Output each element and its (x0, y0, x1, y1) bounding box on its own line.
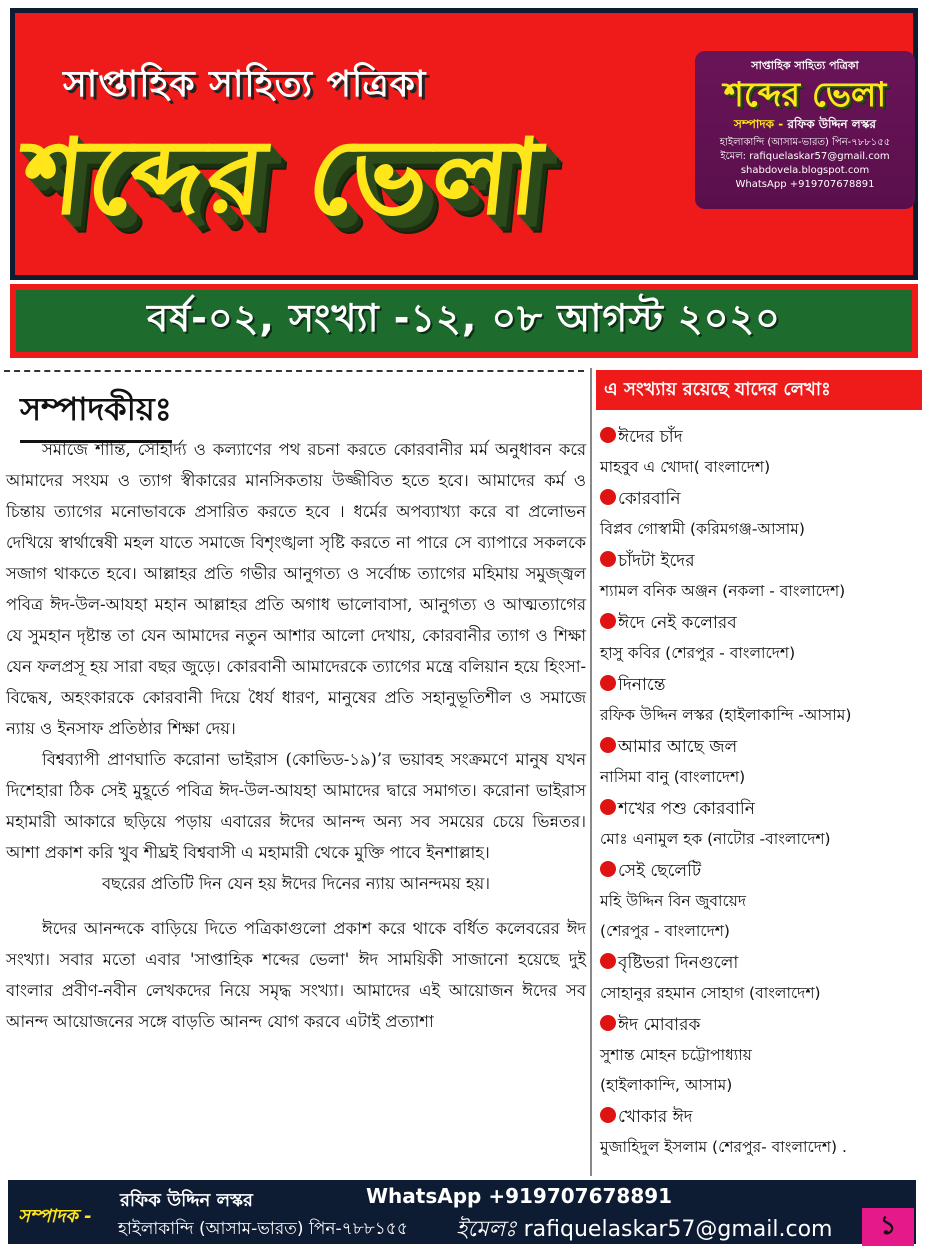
toc-entry (600, 608, 926, 668)
toc-title: কোরবানি (618, 489, 681, 509)
toc-entry (600, 546, 926, 606)
toc-title: চাঁদটা ইদের (618, 551, 695, 571)
toc-author: সোহানুর রহমান সোহাগ (বাংলাদেশ) (600, 984, 821, 1002)
toc-author: হাসু কবির (শেরপুর - বাংলাদেশ) (600, 644, 796, 662)
red-bullet-icon (600, 675, 616, 691)
footer-editor-name: রফিক উদ্দিন লস্কর (120, 1190, 253, 1211)
toc-author: রফিক উদ্দিন লস্কর (হাইলাকান্দি -আসাম) (600, 706, 852, 724)
toc-author-location: (হাইলাকান্দি, আসাম) (600, 1076, 733, 1094)
toc-title: ঈদে নেই কলোরব (618, 613, 737, 633)
toc-author: শ্যামল বনিক অঞ্জন (নকলা - বাংলাদেশ) (600, 582, 846, 600)
logo-email: ইমেল: rafiquelaskar57@gmail.com (720, 151, 890, 162)
toc-author: মোঃ এনামুল হক (নাটোর -বাংলাদেশ) (600, 830, 831, 848)
logo-address: হাইলাকান্দি (আসাম-ভারত) পিন-৭৮৮১৫৫ (719, 137, 891, 148)
toc-author: মহি উদ্দিন বিন জুবায়েদ (600, 892, 746, 910)
issue-info: বর্ষ-০২, সংখ্যা -১২, ০৮ আগস্ট ২০২০ (147, 296, 781, 340)
column-divider (590, 368, 592, 1176)
red-bullet-icon (600, 489, 616, 505)
logo-title: শব্দের ভেলা (723, 75, 887, 115)
footer-editor-label: সম্পাদক - (18, 1206, 92, 1227)
footer (8, 1180, 916, 1244)
logo-badge (695, 51, 915, 209)
editorial-paragraph: ঈদের আনন্দকে বাড়িয়ে দিতে পত্রিকাগুলো প্রকাশ করে থাকে বর্ধিত কলেবরের ঈদ সংখ্যা। সবার মতো এবার 'সাপ্তাহিক শব্দের ভেলা' ঈদ সাময়িকী সাজানো হয়েছে দুই বাংলার প্রবীণ-নবীন লেখকদের নিয়ে সমৃদ্ধ সংখ্যা। আমাদের এই আয়োজন ঈদের সব আনন্দ আয়োজনের সঙ্গে বাড়তি আনন্দ যোগ করবে এটাই প্রত্যাশা (6, 919, 586, 1031)
editorial-body (6, 434, 586, 1037)
toc-title: ঈদ মোবারক (618, 1015, 701, 1035)
toc-entry (600, 484, 926, 544)
footer-email: rafiquelaskar57@gmail.com (523, 1217, 833, 1242)
contents-section (596, 368, 926, 1168)
contents-heading: এ সংখ্যায় রয়েছে যাদের লেখাঃ (596, 370, 922, 410)
toc-author: মাহবুব এ খোদা( বাংলাদেশ) (600, 458, 771, 476)
logo-editor-label: সম্পাদক - (734, 117, 784, 131)
toc-entry (600, 1010, 926, 1100)
logo-editor-name: রফিক উদ্দিন লস্কর (787, 117, 876, 131)
issue-banner (10, 284, 918, 358)
red-bullet-icon (600, 613, 616, 629)
footer-whatsapp: WhatsApp +919707678891 (366, 1184, 673, 1208)
red-bullet-icon (600, 861, 616, 877)
masthead-tagline: সাপ্তাহিক সাহিত্য পত্রিকা (63, 64, 427, 105)
toc-title: দিনান্তে (618, 675, 666, 695)
logo-whatsapp: WhatsApp +919707678891 (735, 179, 875, 190)
toc-entry (600, 422, 926, 482)
toc-title: শখের পশু কোরবানি (618, 799, 755, 819)
red-bullet-icon (600, 953, 616, 969)
logo-tagline: সাপ্তাহিক সাহিত্য পত্রিকা (751, 59, 859, 72)
toc-entry (600, 1102, 926, 1162)
red-bullet-icon (600, 551, 616, 567)
toc-author-location: (শেরপুর - বাংলাদেশ) (600, 922, 730, 940)
toc-title: বৃষ্টিভরা দিনগুলো (618, 953, 739, 973)
red-bullet-icon (600, 1015, 616, 1031)
editorial-paragraph: সমাজে শান্তি, সৌহার্দ্য ও কল্যাণের পথ রচনা করতে কোরবানীর মর্ম অনুধাবন করে আমাদের সংযম ও ত্যাগ স্বীকারের মানসিকতায় উজ্জীবিত হতে হবে। আমাদের কর্ম ও চিন্তায় ত্যাগের মনোভাবকে প্রসারিত করতে হবে । ধর্মের অপব্যাখ্যা করে বা প্রলোভন দেখিয়ে স্বার্থান্বেষী মহল যাতে সমাজে বিশৃংঙ্খলা সৃষ্টি করতে না পারে সে ব্যাপারে সকলকে সজাগ থাকতে হবে। আল্লাহর প্রতি গভীর আনুগত্য ও সর্বোচ্চ ত্যাগের মহিমায় সমুজ্জ্বল পবিত্র ঈদ-উল-আযহা মহান আল্লাহর প্রতি অগাধ ভালোবাসা, আনুগত্য ও আত্মত্যাগের যে সুমহান দৃষ্টান্ত তা যেন আমাদের নতুন আশার আলো দেখায়, কোরবানীর ত্যাগ ও শিক্ষা যেন ফলপ্রসূ হয় সারা বছর জুড়ে। কোরবানী আমাদেরকে ত্যাগের মন্ত্রে বলিয়ান হয়ে হিংসা-বিদ্ধেষ, অহংকারকে কোরবানী দিয়ে ধৈর্য ধারণ, মানুষের প্রতি সহানুভূতিশীল ও সমাজে ন্যায় ও ইনসাফ প্রতিষ্ঠার শিক্ষা দেয়। (6, 440, 586, 738)
toc-entry (600, 670, 926, 730)
toc-entry (600, 856, 926, 946)
toc-title: ঈদের চাঁদ (618, 427, 683, 447)
masthead (10, 8, 918, 280)
red-bullet-icon (600, 737, 616, 753)
toc-entry (600, 948, 926, 1008)
footer-email-row (456, 1212, 832, 1249)
toc-author: মুজাহিদুল ইসলাম (শেরপুর- বাংলাদেশ) . (600, 1138, 847, 1156)
footer-address: হাইলাকান্দি (আসাম-ভারত) পিন-৭৮৮১৫৫ (118, 1219, 408, 1239)
toc-title: আমার আছে জল (618, 737, 738, 757)
contents-list (600, 422, 926, 1164)
footer-email-label: ইমেলঃ (456, 1217, 517, 1242)
toc-author: বিপ্লব গোস্বামী (করিমগঞ্জ-আসাম) (600, 520, 805, 538)
toc-author: সুশান্ত মোহন চট্টোপাধ্যায় (600, 1046, 752, 1064)
editorial-paragraph: বছরের প্রতিটি দিন যেন হয় ঈদের দিনের ন্যায় আনন্দময় হয়। (101, 874, 491, 893)
editorial-paragraph: বিশ্বব্যাপী প্রাণঘাতি করোনা ভাইরাস (কোভিড-১৯)’র ভয়াবহ সংক্রমণে মানুষ যখন দিশেহারা ঠিক সেই মুহূর্তে পবিত্র ঈদ-উল-আযহা আমাদের দ্বারে সমাগত। করোনা ভাইরাস মহামারী আকারে ছড়িয়ে পড়ায় এবারের ঈদের আনন্দ অন্য সব সময়ের চেয়ে ভিন্নতর। আশা প্রকাশ করি খুব শীঘ্রই বিশ্ববাসী এ মহামারী থেকে মুক্তি পাবে ইনশাল্লাহ। (6, 750, 586, 862)
toc-title: সেই ছেলেটি (618, 861, 702, 881)
toc-entry (600, 732, 926, 792)
red-bullet-icon (600, 799, 616, 815)
red-bullet-icon (600, 1107, 616, 1123)
toc-entry (600, 794, 926, 854)
editorial-section (0, 368, 590, 1168)
logo-blog: shabdovela.blogspot.com (740, 165, 870, 176)
masthead-title: শব্দের ভেলা (16, 116, 551, 238)
editorial-heading: সম্পাদকীয়ঃ (20, 384, 172, 443)
dashed-divider (4, 370, 584, 372)
toc-author: নাসিমা বানু (বাংলাদেশ) (600, 768, 746, 786)
logo-editor-row (703, 116, 907, 136)
toc-title: খোকার ঈদ (618, 1107, 693, 1127)
page-number-badge: ১ (862, 1208, 914, 1246)
red-bullet-icon (600, 427, 616, 443)
